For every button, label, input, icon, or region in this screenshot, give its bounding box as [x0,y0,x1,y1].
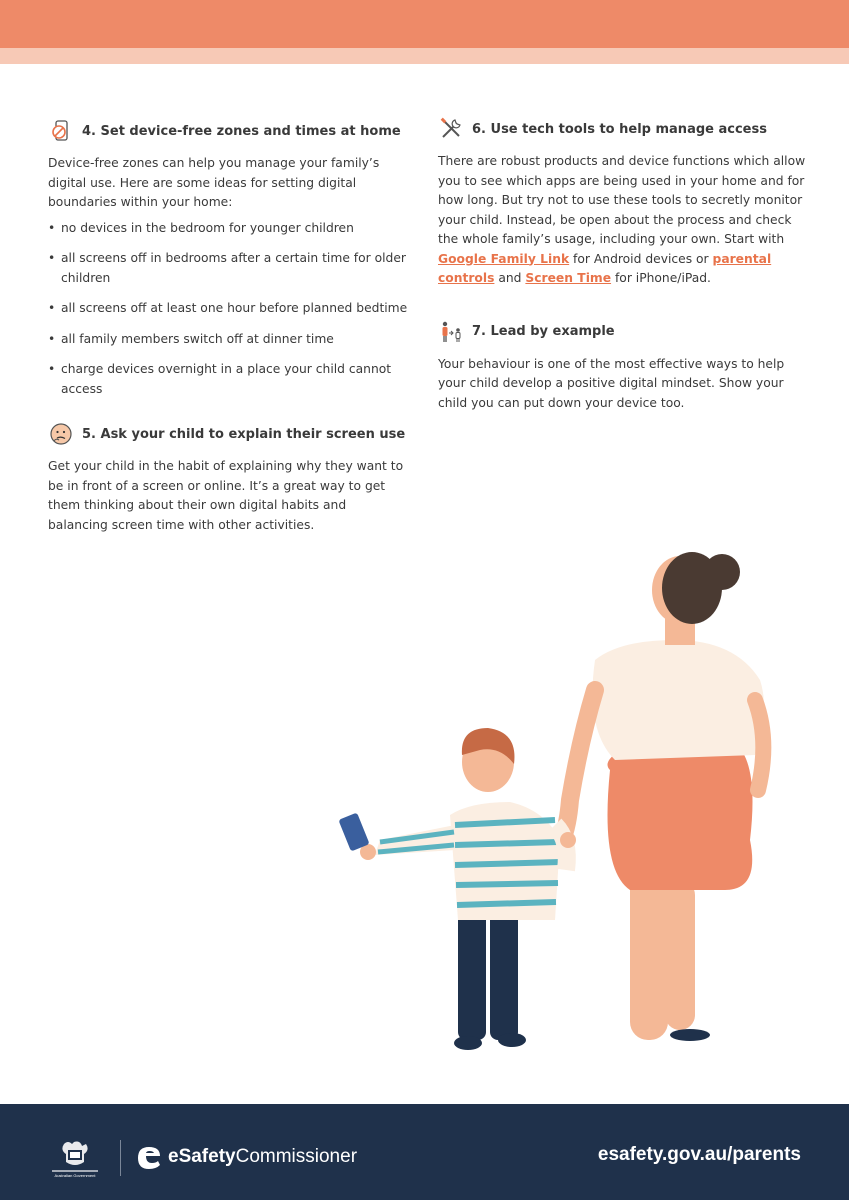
top-accent-bar-light [0,48,849,64]
parent-child-illustration [330,540,780,1080]
footer-divider [120,1140,121,1176]
list-item: • all screens off in bedrooms after a certain time for older children [48,249,408,288]
section-5 [48,421,408,535]
child-figure [338,728,576,1050]
list-item: • all family members switch off at dinner time [48,330,408,350]
section-6-text-mid1: for Android devices or [569,251,713,266]
section-7-title: 7. Lead by example [472,324,615,339]
esafety-brand [168,1146,357,1168]
parental-controls-link[interactable]: parental controls [438,251,772,285]
top-accent-bar [0,0,849,48]
section-6-text-start: There are robust products and device functions which allow you to see which apps are being used in your home and for how long. But try not to use these tools to secretly monitor your child. Instead, be open about the process and check the whole family’s usage, including your own. Start with [438,154,806,246]
mother-figure [562,552,764,1052]
crest-caption: Australian Government [54,1173,96,1178]
section-4 [48,118,408,399]
section-6-heading [438,116,808,142]
list-item: • charge devices overnight in a place your child cannot access [48,360,408,399]
section-4-intro: Device-free zones can help you manage your family’s digital use. Here are some ideas for setting digital boundaries within your home: [48,156,380,209]
section-6-title: 6. Use tech tools to help manage access [472,121,767,137]
section-5-heading [48,421,408,447]
thinking-face-icon [48,421,74,447]
section-7-heading [438,319,808,345]
brand-regular: Commissioner [235,1146,358,1167]
section-4-title: 4. Set device-free zones and times at home [82,123,401,139]
section-6 [438,116,808,289]
section-6-body [438,152,808,289]
tools-icon [438,116,464,142]
section-6-text-mid2: and [494,271,526,285]
list-item: • no devices in the bedroom for younger children [48,219,408,239]
screen-time-link[interactable]: Screen Time [525,271,612,285]
list-item: • all screens off at least one hour before planned bedtime [48,299,408,319]
left-column [48,118,408,535]
phone-prohibited-icon [48,118,74,144]
section-4-list [48,219,408,400]
section-7-body: Your behaviour is one of the most effective ways to help your child develop a positive digital mindset. Show your child you can put down your device too. [438,356,785,410]
section-5-body: Get your child in the habit of explaining why they want to be in front of a screen or online. It’s a great way to get them thinking about their own digital habits and balancing screen time with other activities. [48,459,404,532]
coat-of-arms-icon [50,1138,100,1178]
website-url[interactable]: esafety.gov.au/parents [597,1144,801,1165]
parent-child-icon [438,319,464,345]
section-6-text-end: for iPhone/iPad. [611,271,711,285]
right-column [438,116,808,413]
section-4-heading [48,118,408,144]
section-5-title: 5. Ask your child to explain their screen use [82,426,406,442]
google-family-link[interactable]: Google Family Link [438,251,570,266]
esafety-logo-icon [134,1143,164,1173]
brand-bold: eSafety [168,1146,236,1167]
section-7 [438,319,808,414]
